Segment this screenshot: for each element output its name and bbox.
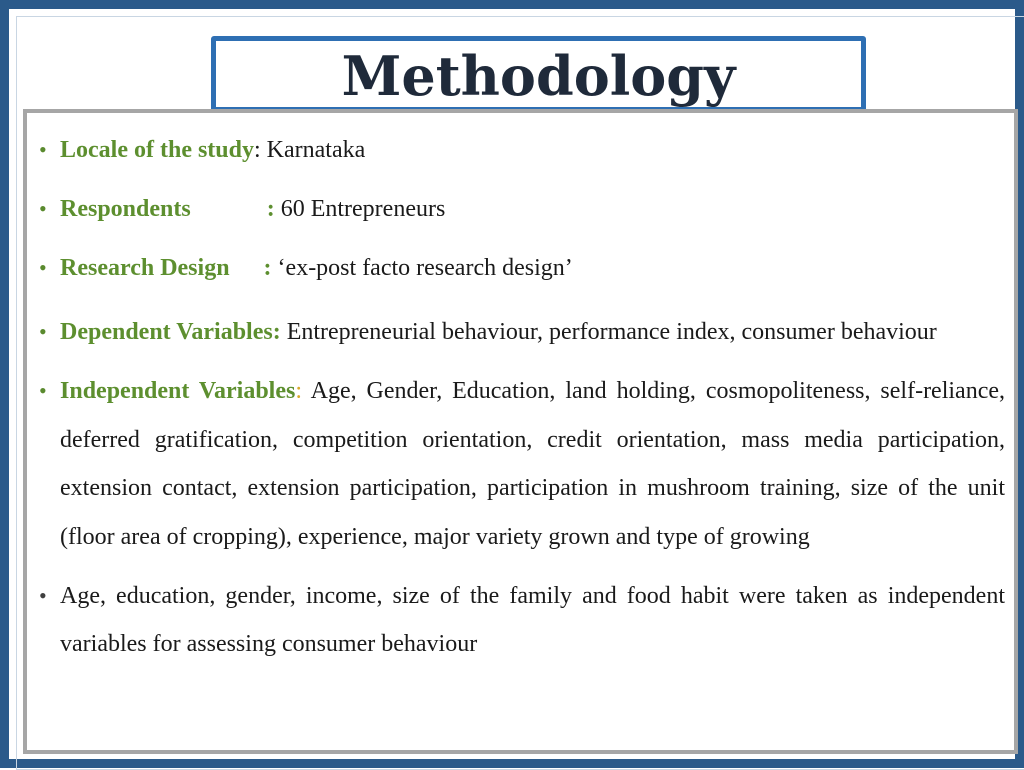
bullet-dot: • (39, 137, 47, 162)
locale-separator: : (254, 137, 267, 163)
locale-value: Karnataka (266, 137, 366, 163)
bullet-respondents (39, 190, 1005, 228)
bullet-dot: • (39, 255, 47, 280)
title-box (211, 36, 866, 112)
dependent-variables-label: Dependent Variables: (60, 319, 281, 345)
respondents-label: Respondents (60, 196, 191, 222)
research-design-label: Research Design (60, 255, 230, 281)
independent-variables-label: Independent Variables (60, 378, 296, 404)
independent-variables-value: Age, Gender, Education, land holding, cosmopoliteness, self-reliance, deferred gratification, competition orientation, credit orientation, mass media participation, extension contact, extension participation, participation in mushroom training, size of the unit (floor area of cropping), experience, major variety grown and type of growing (60, 378, 1006, 550)
content-box (23, 109, 1018, 754)
bullet-research-design (39, 249, 1005, 287)
independent-variables-separator: : (295, 378, 311, 404)
locale-label: Locale of the study (60, 137, 254, 163)
bullet-consumer-behaviour (39, 572, 1005, 669)
bullet-dot: • (39, 582, 47, 608)
bullet-locale (39, 131, 1005, 169)
slide-title: Methodology (341, 44, 736, 108)
dependent-variables-value: Entrepreneurial behaviour, performance index, consumer behaviour (286, 319, 937, 345)
respondents-separator: : (266, 196, 281, 222)
bullet-dot: • (39, 378, 47, 403)
research-design-value: ‘ex-post facto research design’ (277, 255, 573, 281)
bullet-dependent-variables (39, 308, 1005, 357)
bullet-dot: • (39, 196, 47, 221)
research-design-separator: : (263, 255, 278, 281)
bullet-list (39, 131, 1005, 669)
bullet-dot: • (39, 319, 47, 344)
bullet-independent-variables (39, 367, 1005, 561)
respondents-value: 60 Entrepreneurs (280, 196, 446, 222)
consumer-behaviour-text: Age, education, gender, income, size of the family and food habit were taken as independent variables for assessing consumer behaviour (60, 582, 1005, 657)
